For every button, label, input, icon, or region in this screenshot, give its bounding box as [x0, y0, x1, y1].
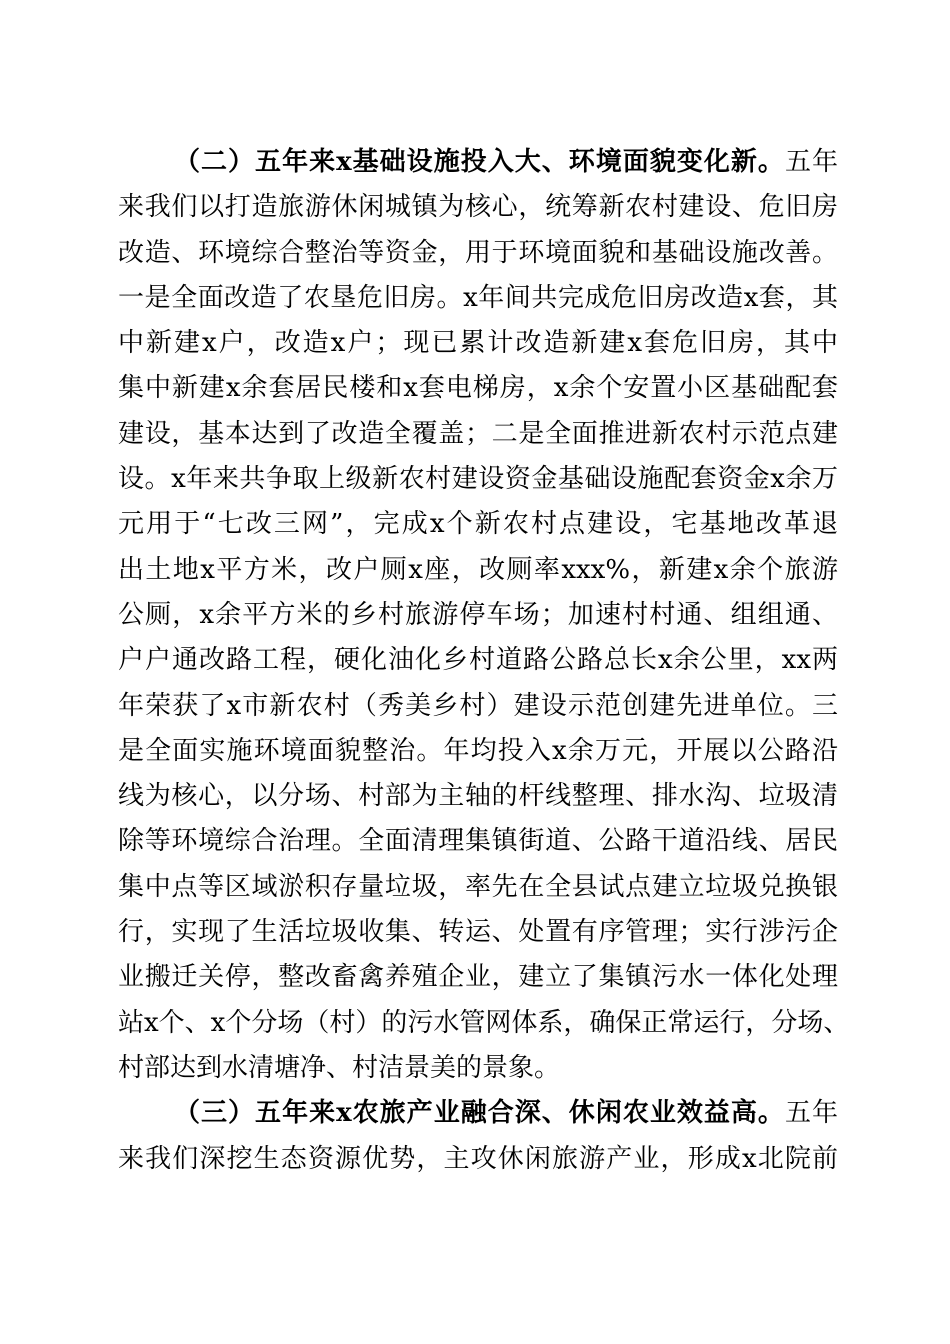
paragraph-line: 一是全面改造了农垦危旧房。x年间共完成危旧房改造x套，其 — [118, 282, 838, 313]
paragraph-line: 业搬迁关停，整改畜禽养殖企业，建立了集镇污水一体化处理 — [118, 962, 838, 993]
paragraph-line: 线为核心，以分场、村部为主轴的杆线整理、排水沟、垃圾清 — [118, 781, 838, 812]
section-heading-2: （二）五年来x基础设施投入大、环境面貌变化新。 — [174, 147, 785, 177]
paragraph-line: 集中新建x余套居民楼和x套电梯房，x余个安置小区基础配套 — [118, 373, 838, 404]
paragraph-line: 元用于“七改三网”，完成x个新农村点建设，宅基地改革退 — [118, 509, 838, 540]
paragraph-3-line-1 — [118, 1091, 838, 1136]
paragraph-text: 五年 — [784, 147, 838, 177]
paragraph-line: 年荣获了x市新农村（秀美乡村）建设示范创建先进单位。三 — [118, 690, 838, 721]
paragraph-line: 行，实现了生活垃圾收集、转运、处置有序管理；实行涉污企 — [118, 917, 838, 948]
paragraph-line: 是全面实施环境面貌整治。年均投入x余万元，开展以公路沿 — [118, 735, 838, 766]
paragraph-line: 中新建x户，改造x户；现已累计改造新建x套危旧房，其中 — [118, 328, 838, 359]
paragraph-line: 集中点等区域淤积存量垃圾，率先在全县试点建立垃圾兑换银 — [118, 871, 838, 902]
paragraph-line: 户户通改路工程，硬化油化乡村道路公路总长x余公里，xx两 — [118, 645, 838, 676]
paragraph-line: 站x个、x个分场（村）的污水管网体系，确保正常运行，分场、 — [118, 1007, 850, 1038]
paragraph-line: 村部达到水清塘净、村洁景美的景象。 — [118, 1052, 561, 1083]
paragraph-line: 公厕，x余平方米的乡村旅游停车场；加速村村通、组组通、 — [118, 599, 838, 630]
paragraph-line: 除等环境综合治理。全面清理集镇街道、公路干道沿线、居民 — [118, 826, 838, 857]
section-heading-3: （三）五年来x农旅产业融合深、休闲农业效益高。 — [174, 1098, 785, 1129]
paragraph-line: 来我们深挖生态资源优势，主攻休闲旅游产业，形成x北院前 — [118, 1143, 838, 1174]
paragraph-line: 出土地x平方米，改户厕x座，改厕率xxx%，新建x余个旅游 — [118, 554, 838, 585]
document-body — [118, 140, 850, 1182]
paragraph-line: 来我们以打造旅游休闲城镇为核心，统筹新农村建设、危旧房 — [118, 192, 838, 223]
paragraph-2-line-1 — [118, 140, 838, 185]
paragraph-text: 五年 — [784, 1098, 838, 1129]
paragraph-line: 建设，基本达到了改造全覆盖；二是全面推进新农村示范点建 — [118, 418, 838, 449]
paragraph-line: 设。x年来共争取上级新农村建设资金基础设施配套资金x余万 — [118, 464, 838, 495]
paragraph-line: 改造、环境综合整治等资金，用于环境面貌和基础设施改善。 — [118, 237, 838, 268]
